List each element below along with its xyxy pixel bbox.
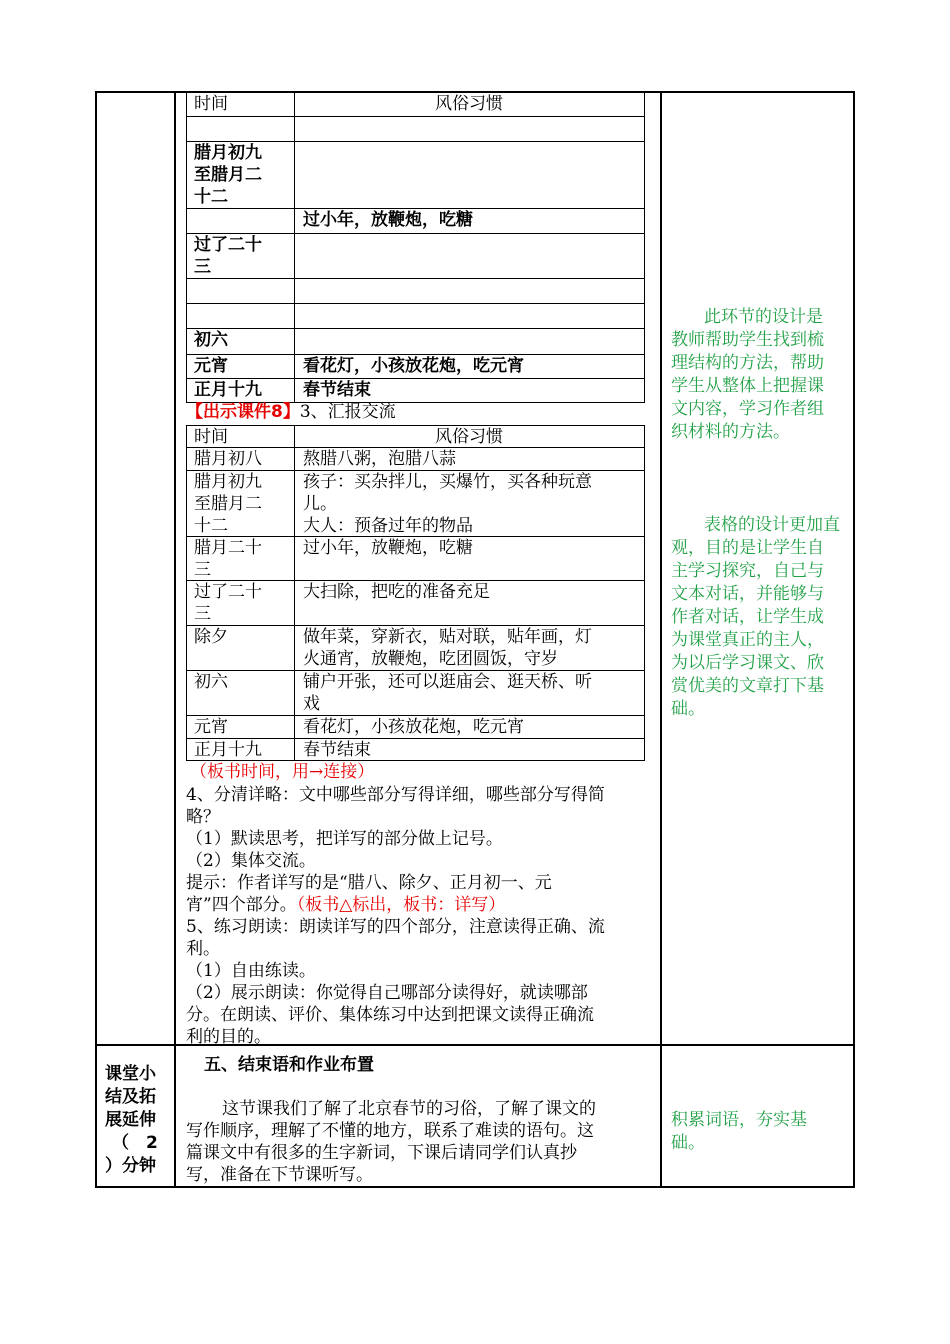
outer-left-border <box>95 91 97 1188</box>
design-note-2-line4: 文本对话，并能够与 <box>671 584 824 604</box>
design-note-1-line3: 理结构的方法，帮助 <box>671 353 824 373</box>
cell-custom: 熬腊八粥，泡腊八蒜 <box>303 449 456 469</box>
design-note-2-line5: 作者对话，让学生成 <box>671 607 824 627</box>
cell-time: 腊月初九 至腊月二 十二 <box>194 143 262 207</box>
section-label-line2: 结及拓 <box>105 1087 156 1107</box>
design-note-2-line3: 主学习探究，自己与 <box>671 561 824 581</box>
section-label-line3: 展延伸 <box>105 1110 156 1130</box>
step4-hint1: 提示：作者详写的是“腊八、除夕、正月初一、元 <box>186 873 552 893</box>
design-note-2-line8: 赏优美的文章打下基 <box>671 676 824 696</box>
cell-time: 元宵 <box>194 717 228 737</box>
step4-sub2: （2）集体交流。 <box>186 851 316 871</box>
cell-custom: 孩子：买杂拌儿，买爆竹，买各种玩意 儿。 大人：预备过年的物品 <box>303 472 592 536</box>
table-left-border <box>186 92 187 403</box>
cell-time: 腊月二十 三 <box>194 538 262 580</box>
header-custom: 风俗习惯 <box>435 427 503 447</box>
report-text: 3、汇报交流 <box>299 402 396 422</box>
cell-custom: 春节结束 <box>303 740 371 760</box>
section-label-line5: ）分钟 <box>105 1156 156 1176</box>
table-right-border <box>644 425 645 761</box>
design-note-1-line2: 教师帮助学生找到梳 <box>671 330 824 350</box>
table-mid-border <box>294 92 295 403</box>
step4-sub1: （1）默读思考，把详写的部分做上记号。 <box>186 829 503 849</box>
design-note-1-line5: 文内容，学习作者组 <box>671 399 824 419</box>
step5-line1: 5、练习朗读：朗读详写的四个部分，注意读得正确、流 <box>186 917 605 937</box>
table-row-line <box>186 116 645 117</box>
design-note-2-line2: 观，目的是让学生自 <box>671 538 824 558</box>
section-body-line1: 这节课我们了解了北京春节的习俗，了解了课文的 <box>222 1099 596 1119</box>
cell-custom: 大扫除，把吃的准备充足 <box>303 582 490 602</box>
cell-time: 初六 <box>194 330 228 350</box>
step4-hint2-text: 宵”四个部分。 <box>186 895 297 915</box>
design-note-2-line9: 础。 <box>671 699 705 719</box>
step4-line2: 略？ <box>186 807 220 827</box>
step4-hint2 <box>186 894 505 916</box>
cell-custom: 过小年，放鞭炮，吃糖 <box>303 210 473 230</box>
board-note: （板书时间，用→连接） <box>190 762 375 782</box>
table-mid-border <box>294 425 295 761</box>
header-custom: 风俗习惯 <box>435 94 503 114</box>
design-note-1-line6: 织材料的方法。 <box>671 422 790 442</box>
section-note-line1: 积累词语，夯实基 <box>671 1110 807 1130</box>
cell-time: 腊月初九 至腊月二 十二 <box>194 472 262 536</box>
report-line <box>186 401 396 423</box>
design-note-2-line7: 为以后学习课文、欣 <box>671 653 824 673</box>
cell-custom: 看花灯，小孩放花炮，吃元宵 <box>303 717 524 737</box>
step5-sub2b: 分。在朗读、评价、集体练习中达到把课文读得正确流 <box>186 1005 594 1025</box>
section-body-line4: 写，准备在下节课听写。 <box>186 1165 373 1185</box>
cell-time: 正月十九 <box>194 380 262 400</box>
step5-line2: 利。 <box>186 939 220 959</box>
design-note-1-line4: 学生从整体上把握课 <box>671 376 824 396</box>
col-divider-1 <box>174 91 176 1188</box>
header-time: 时间 <box>194 427 228 447</box>
cell-time: 过了二十 三 <box>194 235 262 277</box>
cell-time: 元宵 <box>194 356 228 376</box>
step5-sub2c: 利的目的。 <box>186 1027 271 1047</box>
section-label-line1: 课堂小 <box>105 1064 156 1084</box>
section-note-line2: 础。 <box>671 1133 705 1153</box>
design-note-2-line1: 表格的设计更加直 <box>704 515 840 535</box>
step4-line1: 4、分清详略：文中哪些部分写得详细，哪些部分写得简 <box>186 785 605 805</box>
cell-time: 正月十九 <box>194 740 262 760</box>
cell-custom: 铺户开张，还可以逛庙会、逛天桥、听 戏 <box>303 672 592 714</box>
table-row-line <box>186 328 645 329</box>
cell-time: 过了二十 三 <box>194 582 262 624</box>
cell-custom: 看花灯，小孩放花炮，吃元宵 <box>303 356 524 376</box>
col-divider-2 <box>660 91 662 1188</box>
table-right-border <box>644 92 645 403</box>
outer-right-border <box>853 91 855 1188</box>
step5-sub1: （1）自由练读。 <box>186 961 316 981</box>
section-label-line4: （ 2 <box>112 1133 158 1153</box>
cell-time: 初六 <box>194 672 228 692</box>
cell-custom: 做年菜，穿新衣，贴对联，贴年画，灯 火通宵，放鞭炮，吃团圆饭，守岁 <box>303 627 592 669</box>
courseware-tag: 【出示课件8】 <box>186 402 300 422</box>
step4-board-note: （板书△标出，板书：详写） <box>296 895 506 915</box>
section-body-line2: 写作顺序，理解了不懂的地方，联系了难读的语句。这 <box>186 1121 594 1141</box>
table-row-line <box>186 303 645 304</box>
cell-custom: 过小年，放鞭炮，吃糖 <box>303 538 473 558</box>
design-note-1-line1: 此环节的设计是 <box>704 307 823 327</box>
step5-sub2a: （2）展示朗读：你觉得自己哪部分读得好，就读哪部 <box>186 983 588 1003</box>
outer-bottom-border <box>95 1186 855 1188</box>
table-row-line <box>186 278 645 279</box>
header-time: 时间 <box>194 94 228 114</box>
cell-custom: 春节结束 <box>303 380 371 400</box>
section-body-line3: 篇课文中有很多的生字新词，下课后请同学们认真抄 <box>186 1143 577 1163</box>
cell-time: 除夕 <box>194 627 228 647</box>
table-left-border <box>186 425 187 761</box>
section-title: 五、结束语和作业布置 <box>204 1055 374 1075</box>
cell-time: 腊月初八 <box>194 449 262 469</box>
design-note-2-line6: 为课堂真正的主人， <box>671 630 824 650</box>
